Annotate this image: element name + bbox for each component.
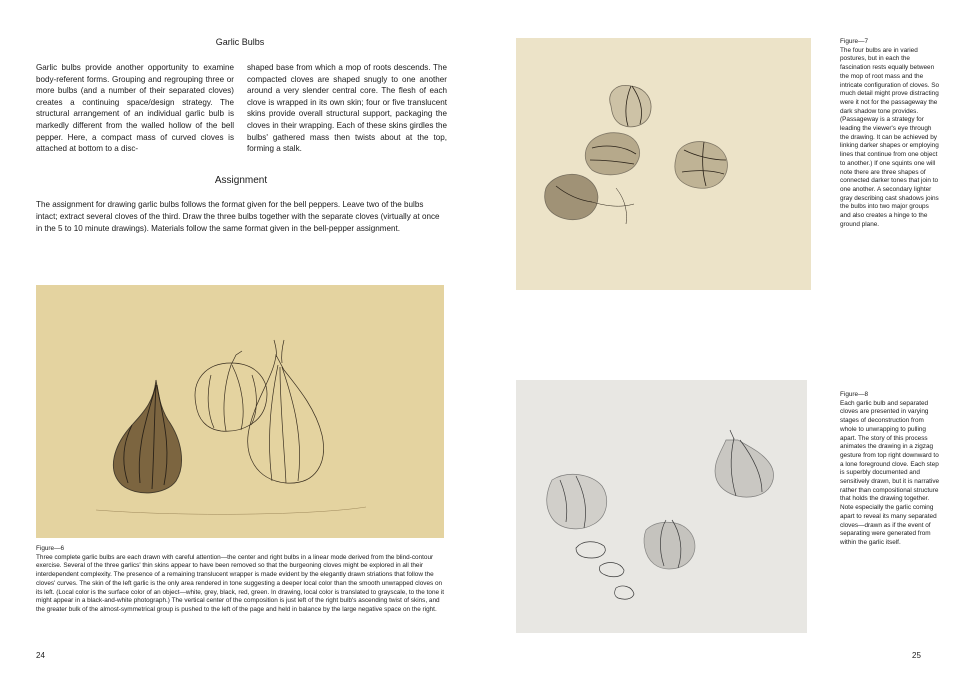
garlic-drawing-figure6 xyxy=(36,285,444,538)
intro-column-2 xyxy=(247,62,447,155)
assignment-text: The assignment for drawing garlic bulbs follows the format given for the bell peppers. Leave two of the bulbs intact; extract several cloves of the third. Draw the three bulbs together with the separate cloves (virtually at once in the 5 to 10 minute drawings). Materials follow the same format given in the bell-pepper assignment. xyxy=(36,200,440,233)
figure-6-caption xyxy=(36,545,446,615)
page-number-left: 24 xyxy=(36,651,45,660)
figure-6-drawing xyxy=(36,285,444,538)
figure-7-drawing xyxy=(516,38,811,290)
figure-8-drawing xyxy=(516,380,807,633)
right-page xyxy=(480,0,960,691)
page-number-right: 25 xyxy=(912,651,921,660)
intro-paragraph-2: shaped base from which a mop of roots descends. The compacted cloves are shaped snugly to one another around a very slender central core. The flesh of each clove is wrapped in its own skin; four or five translucent skins provide overall structural support, packaging the cloves in their wrapping. Each of these skins girdles the bulbs' gathered mass then twists about at the top, forming a stalk. xyxy=(247,63,447,154)
figure-6-label: Figure—6 xyxy=(36,545,65,552)
figure-6-caption-text: Three complete garlic bulbs are each drawn with careful attention—the center and right bulbs in a linear mode derived from the blind-contour exercise. Several of the three garlics' thin skins appear to have been removed so that the burgeoning cloves might be explored in all their interdependent complexity. The presence of a remaining translucent wrapper is made evident by the elegantly drawn striations that follow the cloves' curves. The skin of the left garlic is the only area rendered in tone suggesting a deeper local color than the smooth unwrapped cloves on its left. (Local color is the surface color of an object—white, grey, black, red, green. In drawing, local color is translated to grayscale, to the tone it might appear in a black-and-white photograph.) The vertical center of the composition is just left of the right bulb's ascending twist of skins, and the greater bulk of the almost-symmetrical group is pushed to the left of the page and held in balance by the large negative space on the right. xyxy=(36,553,445,613)
intro-paragraph-1: Garlic bulbs provide another opportunity to examine body-referent forms. Grouping and regrouping three or more bulbs (and a number of their separated cloves) creates a continuing space/design strategy. The structural arrangement of an individual garlic bulb is markedly different from the walled hollow of the bell pepper. Here, a compact mass of curved cloves is attached at bottom to a disc- xyxy=(36,63,234,154)
section-title: Garlic Bulbs xyxy=(215,37,265,47)
figure-8-caption-text: Each garlic bulb and separated cloves are presented in varying stages of deconstruction from whole to unwrapping to pulling apart. The story of this process animates the drawing in a zigzag gesture from top right downward to a lone foreground clove. Each step is superbly documented and sensitively drawn, but it is narrative rather than compositional structure that holds the drawing together. Note especially the garlic coming apart to reveal its many separated cloves—drawn as if the event of separating were generated from within the garlic itself. xyxy=(840,399,940,546)
figure-7-caption xyxy=(840,38,940,229)
garlic-drawing-figure7 xyxy=(516,38,811,290)
figure-7-caption-text: The four bulbs are in varied postures, but in each the fascination rests equally between the mop of root mass and the intricate configuration of cloves. So much detail might prove distracting were it not for the passageway the dark shadow tone provides. (Passageway is a strategy for leading the viewer's eye through the drawing. It can be achieved by linking darker shapes or employing lines that continue from one object to another.) If one squints one will note there are three shapes of connected darker tones that join to one another. A secondary lighter gray describing cast shadows joins the bulbs into two major groups and also creates a hinge to the ground plane. xyxy=(840,46,940,228)
assignment-title: Assignment xyxy=(214,175,268,186)
figure-7-label: Figure—7 xyxy=(840,38,869,45)
figure-8-label: Figure—8 xyxy=(840,391,869,398)
garlic-drawing-figure8 xyxy=(516,380,807,633)
figure-8-caption xyxy=(840,391,940,548)
intro-column-1 xyxy=(36,62,234,155)
